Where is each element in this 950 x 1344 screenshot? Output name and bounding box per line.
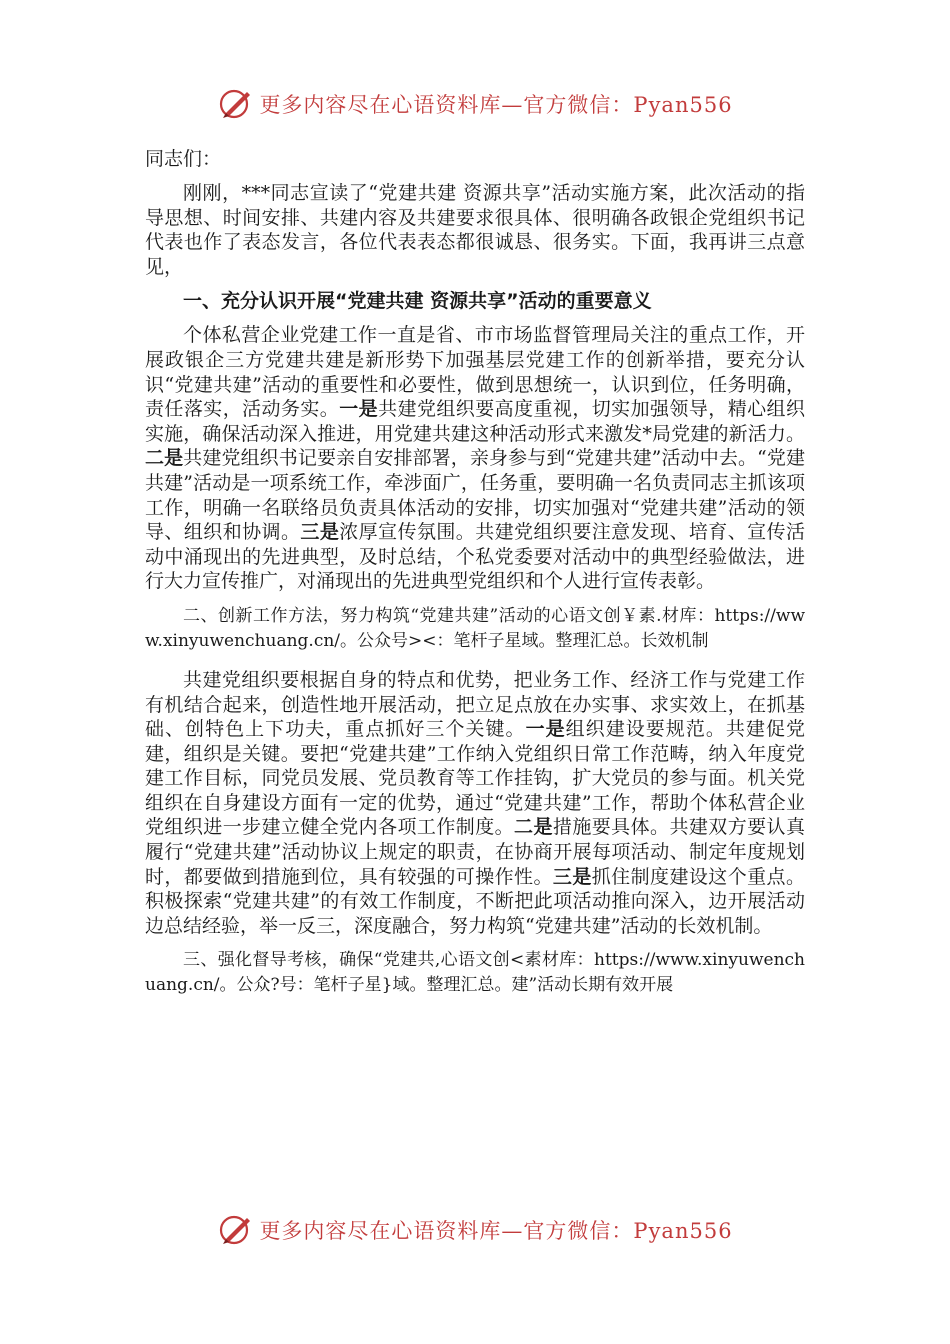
text-run: 个体私营企业党建工作一直是省、市市场监督管理局关注的重点工作，开展政银企三方党建共建是新形势下加强基层党建工作的创新举措，要充分认识“党建共建”活动的重要性和必要性，做到思想统一，认识到位，任务明确，责任落实，活动务实。 bbox=[145, 324, 805, 421]
pen-logo-icon bbox=[217, 86, 255, 122]
bold-marker: 三是 bbox=[552, 865, 592, 888]
text-run: 组织建设要规范。共建促党建，组织是关键。要把“党建共建”工作纳入党组织日常工作范畴，纳入年度党建工作目标，同党员发展、党员教育等工作挂钩，扩大党员的参与面。机关党组织在自身建设方面有一定的优势，通过“党建共建”工作，帮助个体私营企业党组织进一步建立健全党内各项工作制度。 bbox=[145, 718, 805, 839]
bold-marker: 二是 bbox=[145, 447, 184, 470]
greeting: 同志们： bbox=[145, 148, 222, 170]
text-run: 共建党组织书记要亲自安排部署，亲身参与到“党建共建”活动中去。“党建共建”活动是一项系统工作，牵涉面广，任务重，要明确一名负责同志主抓该项工作，明确一名联络员负责具体活动的安排，切实加强对“党建共建”活动的领导、组织和协调。 bbox=[145, 447, 805, 544]
text-run: 浓厚宣传氛围。共建党组织要注意发现、培育、宣传活动中涌现出的先进典型，及时总结，个私党委要对活动中的典型经验做法，进行大力宣传推广，对涌现出的先进典型党组织和个人进行宣传表彰。 bbox=[145, 521, 805, 593]
header-banner bbox=[0, 84, 950, 124]
text-run: 共建党组织要高度重视，切实加强领导，精心组织实施，确保活动深入推进，用党建共建这种活动形式来激发*局党建的新活力。 bbox=[145, 398, 805, 445]
section-2-paragraph bbox=[145, 668, 805, 939]
bold-marker: 一是 bbox=[339, 398, 379, 421]
text-run: 措施要具体。共建双方要认真履行“党建共建”活动协议上规定的职责，在协商开展每项活动、制定年度规划时，都要做到措施到位，具有较强的可操作性。 bbox=[145, 816, 805, 888]
section-heading-2: 二、创新工作方法，努力构筑“党建共建”活动的心语文创￥素.材库：https://www.xinyuwenchuang.cn/。公众号><：笔杆子星域。整理汇总。长效机制 bbox=[145, 605, 805, 651]
pen-logo-icon bbox=[217, 1212, 255, 1248]
intro-paragraph: 刚刚，***同志宣读了“党建共建 资源共享”活动实施方案，此次活动的指导思想、时间安排、共建内容及共建要求很具体、很明确各政银企党组织书记代表也作了表态发言，各位代表表态都很诚恳、很务实。下面，我再讲三点意见， bbox=[145, 182, 805, 278]
footer-banner bbox=[0, 1210, 950, 1250]
bold-marker: 三是 bbox=[300, 521, 340, 544]
section-1-paragraph bbox=[145, 323, 805, 594]
banner-text: 更多内容尽在心语资料库—官方微信：Pyan556 bbox=[259, 1219, 733, 1243]
section-heading-3: 三、强化督导考核，确保“党建共,心语文创<素材库：https://www.xinyuwenchuang.cn/。公众?号：笔杆子星}域。整理汇总。建”活动长期有效开展 bbox=[145, 950, 805, 996]
text-run: 共建党组织要根据自身的特点和优势，把业务工作、经济工作与党建工作有机结合起来，创造性地开展活动，把立足点放在办实事、求实效上，在抓基础、创特色上下功夫，重点抓好三个关键。 bbox=[145, 668, 805, 741]
document-body bbox=[145, 147, 805, 1012]
bold-marker: 一是 bbox=[525, 718, 566, 741]
banner-text: 更多内容尽在心语资料库—官方微信：Pyan556 bbox=[259, 93, 733, 117]
section-heading-1: 一、充分认识开展“党建共建 资源共享”活动的重要意义 bbox=[183, 290, 652, 313]
text-run: 抓住制度建设这个重点。积极探索“党建共建”的有效工作制度，不断把此项活动推向深入，边开展活动边总结经验，举一反三，深度融合，努力构筑“党建共建”活动的长效机制。 bbox=[145, 865, 805, 937]
bold-marker: 二是 bbox=[514, 816, 553, 839]
